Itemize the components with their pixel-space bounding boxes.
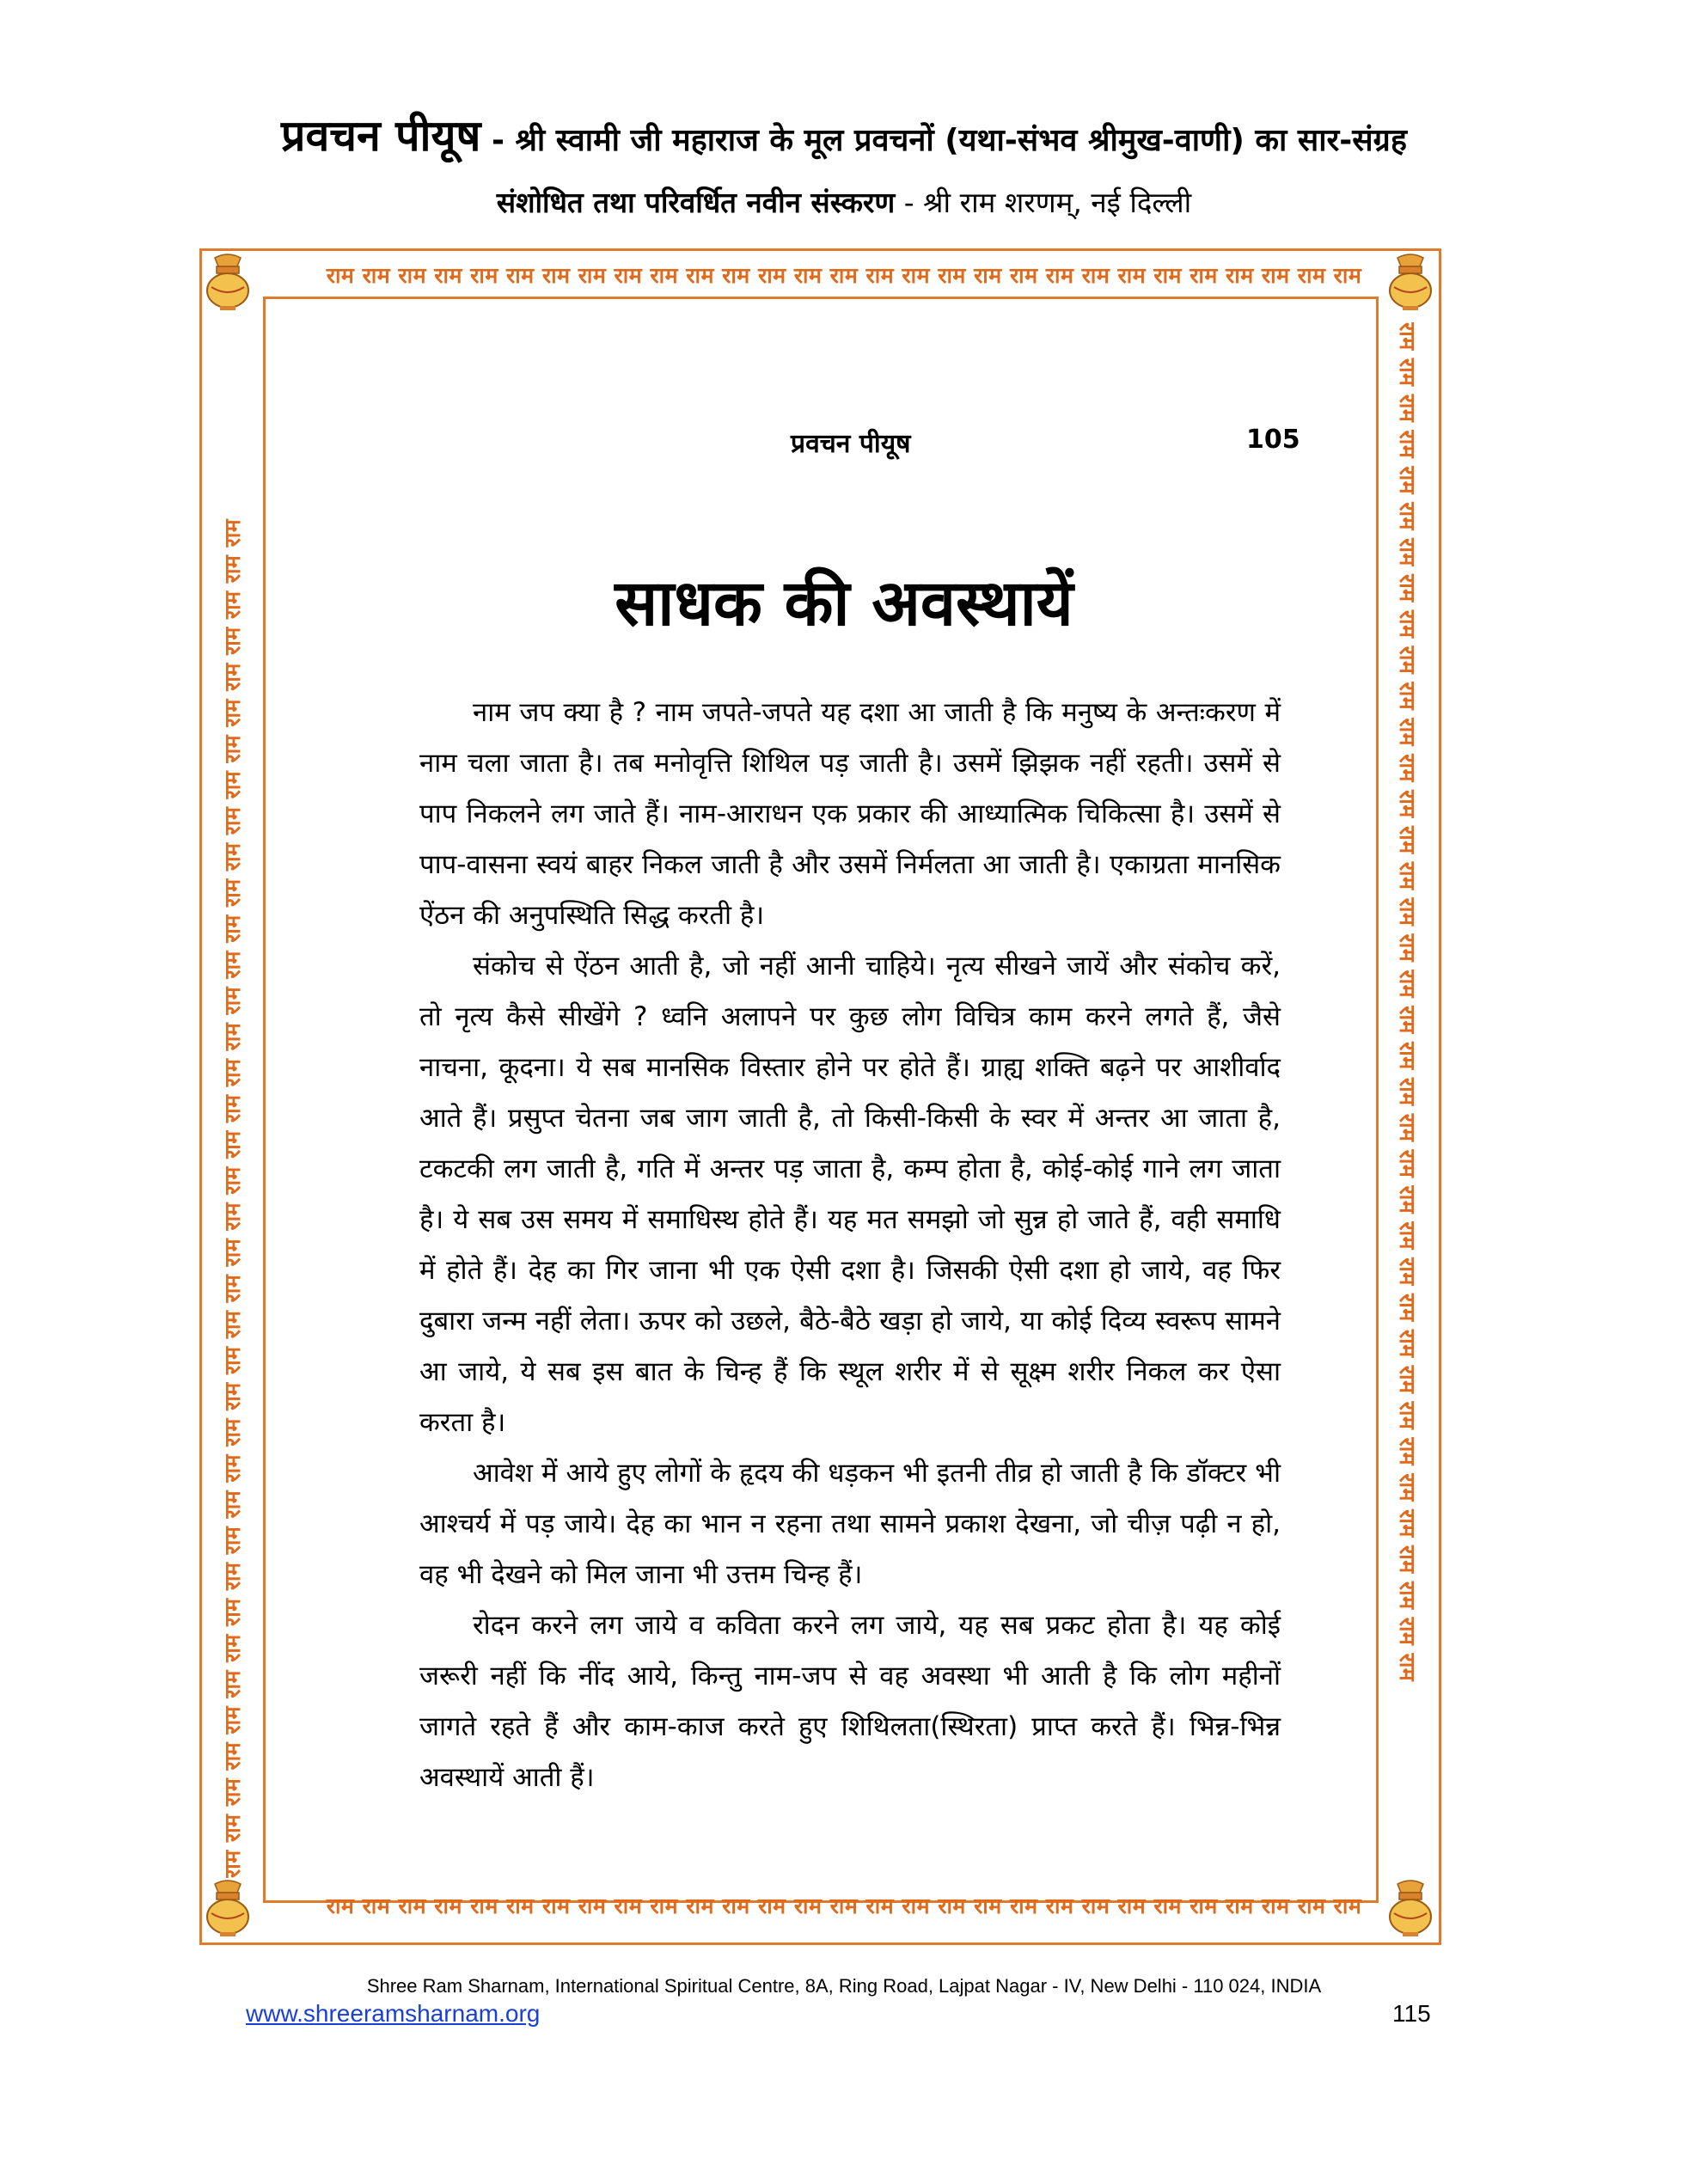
kalash-icon	[203, 1879, 253, 1937]
kalash-icon	[1385, 253, 1435, 311]
header-edition-rest: - श्री राम शरणम्, नई दिल्ली	[895, 186, 1192, 219]
ram-border-left: राम राम राम राम राम राम राम राम राम राम राम राम राम राम राम राम राम राम राम राम राम राम राम राम राम राम राम राम राम राम राम राम राम राम राम राम राम राम	[220, 518, 245, 1878]
ram-border-bottom: राम राम राम राम राम राम राम राम राम राम राम राम राम राम राम राम राम राम राम राम राम राम राम राम राम राम राम राम राम	[326, 1893, 1362, 1918]
header-separator: -	[480, 123, 516, 158]
kalash-icon	[203, 253, 253, 311]
website-link[interactable]: www.shreeramsharnam.org	[246, 2000, 541, 2027]
header-title: प्रवचन पीयूष	[281, 111, 481, 161]
paragraph: नाम जप क्या है ? नाम जपते-जपते यह दशा आ जाती है कि मनुष्य के अन्तःकरण में नाम चला जाता है। तब मनोवृत्ति शिथिल पड़ जाती है। उसमें झिझक नहीं रहती। उसमें से पाप निकलने लग जाते हैं। नाम-आराधन एक प्रकार की आध्यात्मिक चिकित्सा है। उसमें से पाप-वासना स्वयं बाहर निकल जाती है और उसमें निर्मलता आ जाती है। एकाग्रता मानसिक ऐंठन की अनुपस्थिति सिद्ध करती है।	[419, 697, 1281, 931]
kalash-icon	[1385, 1879, 1435, 1937]
paragraph: संकोच से ऐंठन आती है, जो नहीं आनी चाहिये। नृत्य सीखने जायें और संकोच करें, तो नृत्य कैसे सीखेंगे ? ध्वनि अलापने पर कुछ लोग विचित्र काम करने लगते हैं, जैसे नाचना, कूदना। ये सब मानसिक विस्तार होने पर होते हैं। ग्राह्य शक्ति बढ़ने पर आशीर्वाद आते हैं। प्रसुप्त चेतना जब जाग जाती है, तो किसी-किसी के स्वर में अन्तर आ जाता है, टकटकी लग जाती है, गति में अन्तर पड़ जाता है, कम्प होता है, कोई-कोई गाने लग जाता है। ये सब उस समय में समाधिस्थ होते हैं। यह मत समझो जो सुन्न हो जाते हैं, वही समाधि में होते हैं। देह का गिर जाना भी एक ऐसी दशा है। जिसकी ऐसी दशा हो जाये, वह फिर दुबारा जन्म नहीं लेता। ऊपर को उछले, बैठे-बैठे खड़ा हो जाये, या कोई दिव्य स्वरूप सामने आ जाये, ये सब इस बात के चिन्ह हैं कि स्थूल शरीर में से सूक्ष्म शरीर निकल कर ऐसा करता है।	[419, 951, 1281, 1438]
header-edition-bold: संशोधित तथा परिवर्धित नवीन संस्करण	[496, 186, 896, 219]
body-text	[419, 688, 1281, 1803]
chapter-title: साधक की अवस्थायें	[615, 566, 1073, 640]
ram-border-top: राम राम राम राम राम राम राम राम राम राम राम राम राम राम राम राम राम राम राम राम राम राम राम राम राम राम राम राम राम	[326, 263, 1362, 288]
book-page-number: 105	[1246, 425, 1300, 455]
header-title-line	[0, 113, 1688, 163]
ram-border-right: राम राम राम राम राम राम राम राम राम राम राम राम राम राम राम राम राम राम राम राम राम राम राम राम राम राम राम राम राम राम राम राम राम राम राम राम राम राम	[1395, 322, 1420, 1682]
running-title: प्रवचन पीयूष	[791, 429, 911, 459]
paragraph: आवेश में आये हुए लोगों के हृदय की धड़कन भी इतनी तीव्र हो जाती है कि डॉक्टर भी आश्चर्य में पड़ जाये। देह का भान न रहना तथा सामने प्रकाश देखना, जो चीज़ पढ़ी न हो, वह भी देखने को मिल जाना भी उत्तम चिन्ह हैं।	[419, 1458, 1281, 1590]
footer-page-number: 115	[1392, 2000, 1431, 2027]
footer-address: Shree Ram Sharnam, International Spiritual Centre, 8A, Ring Road, Lajpat Nagar - IV, New Delhi - 110 024, INDIA	[366, 1975, 1322, 1997]
header-edition-line	[0, 182, 1688, 223]
paragraph: रोदन करने लग जाये व कविता करने लग जाये, यह सब प्रकट होता है। यह कोई जरूरी नहीं कि नींद आये, किन्तु नाम-जप से वह अवस्था भी आती है कि लोग महीनों जागते रहते हैं और काम-काज करते हुए शिथिलता(स्थिरता) प्राप्त करते हैं। भिन्न-भिन्न अवस्थायें आती हैं।	[419, 1610, 1281, 1793]
header-subtitle: श्री स्वामी जी महाराज के मूल प्रवचनों (यथा-संभव श्रीमुख-वाणी) का सार-संग्रह	[515, 123, 1407, 158]
